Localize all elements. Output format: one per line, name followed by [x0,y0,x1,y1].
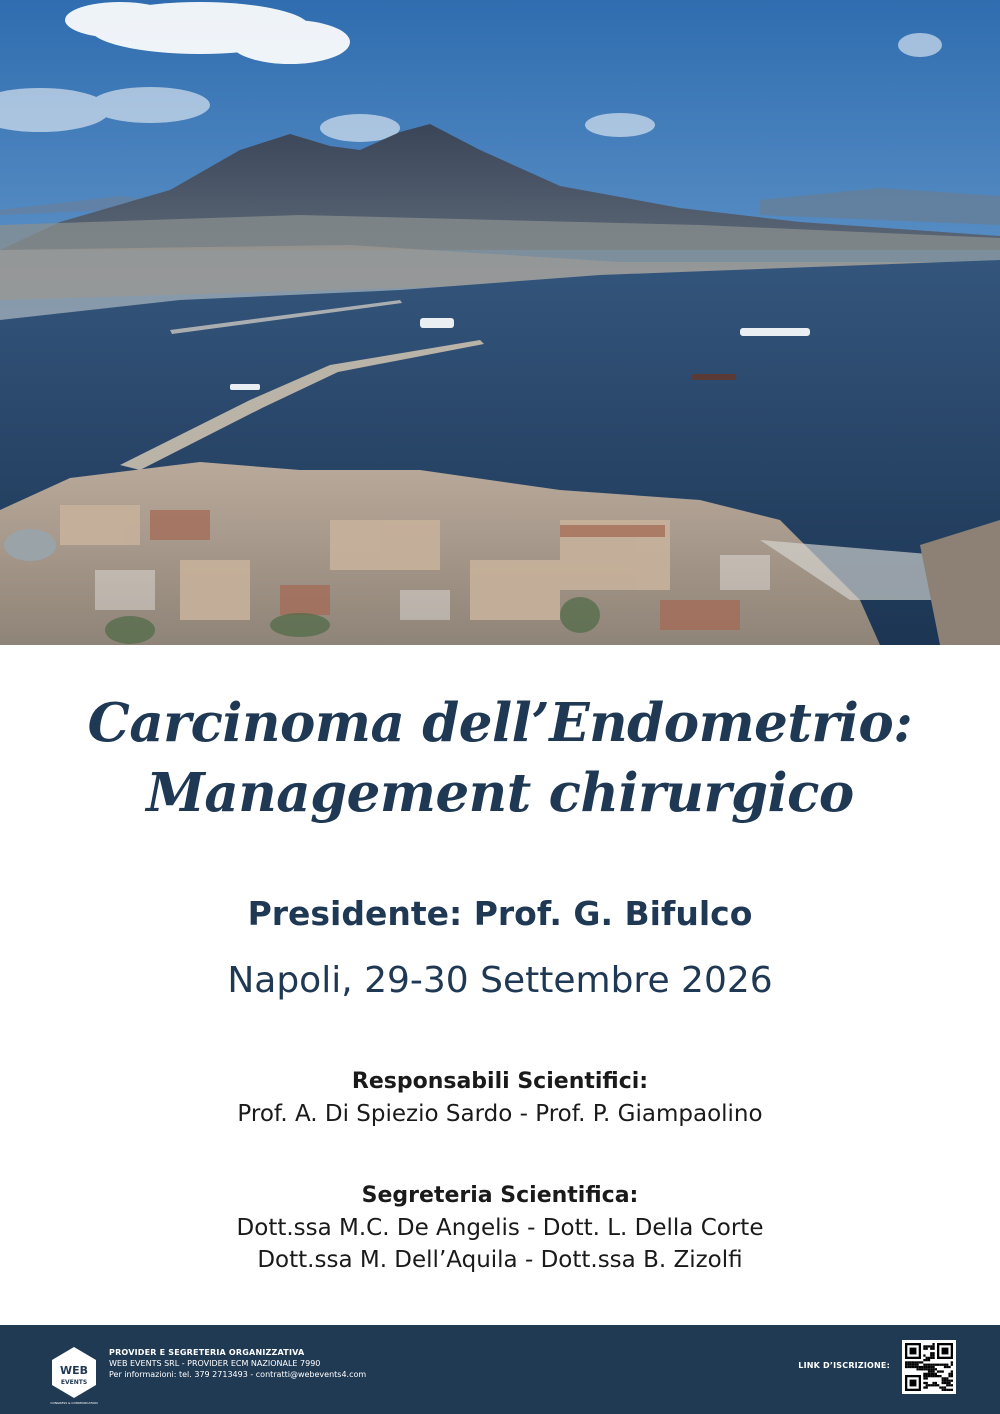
footer-bar [0,1325,1000,1414]
registration-link-label: LINK D’ISCRIZIONE: [798,1361,890,1370]
segreteria-section [0,1180,1000,1276]
segreteria-names-2: Dott.ssa M. Dell’Aquila - Dott.ssa B. Zizolfi [257,1247,743,1273]
president-line: Presidente: Prof. G. Bifulco [247,894,753,933]
web-events-logo [46,1345,102,1405]
title-line-1: Carcinoma dell’Endometrio: [87,692,913,754]
responsabili-section [0,1066,1000,1130]
logo-text-bottom: EVENTS [60,1379,88,1386]
contact-line: Per informazioni: tel. 379 2713493 - contratti@webevents4.com [109,1370,367,1379]
provider-info [109,1347,366,1380]
qr-code-graphic [905,1343,953,1391]
segreteria-label: Segreteria Scientifica: [361,1183,639,1208]
poster-title [0,688,1000,828]
naples-vesuvius-image [0,0,1000,645]
header-photo [0,0,1000,645]
logo-tagline: CONGRESS & COMMUNICATION [50,1401,98,1405]
event-date-location: Napoli, 29-30 Settembre 2026 [227,960,773,1001]
provider-line: WEB EVENTS SRL - PROVIDER ECM NAZIONALE 7990 [109,1359,321,1368]
provider-title: PROVIDER E SEGRETERIA ORGANIZZATIVA [109,1348,305,1357]
qr-code-icon[interactable] [902,1340,956,1394]
logo-text-top: WEB [59,1364,89,1377]
responsabili-label: Responsabili Scientifici: [351,1069,649,1094]
segreteria-names-1: Dott.ssa M.C. De Angelis - Dott. L. Della Corte [236,1215,764,1241]
responsabili-names: Prof. A. Di Spiezio Sardo - Prof. P. Giampaolino [237,1101,763,1127]
title-line-2: Management chirurgico [146,762,854,824]
